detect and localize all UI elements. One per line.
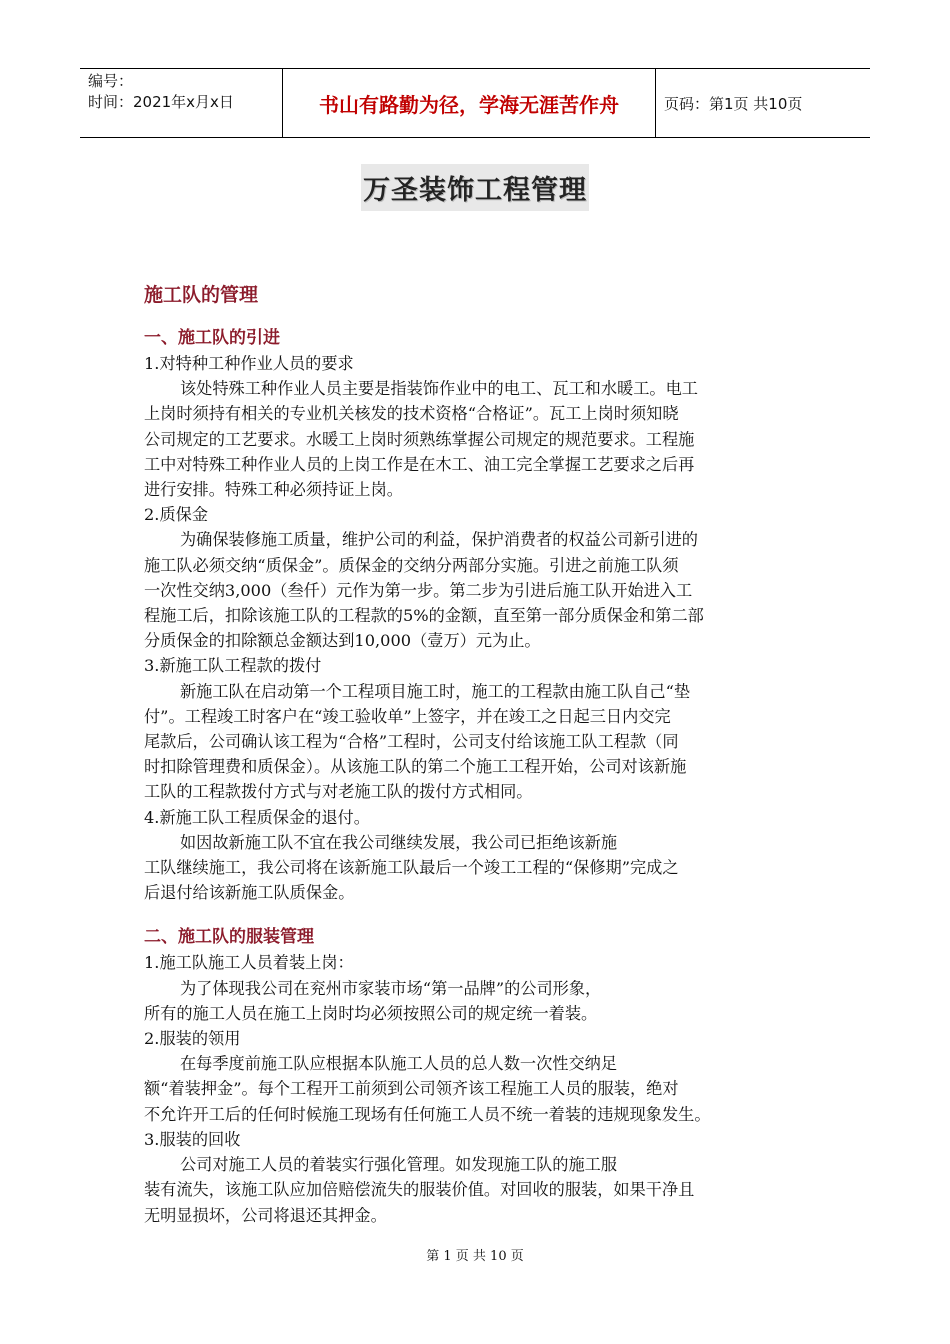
- paragraph-line: 新施工队在启动第一个工程项目施工时，施工的工程款由施工队自己“垫: [180, 681, 691, 701]
- page-footer: 第 1 页 共 10 页: [426, 1249, 524, 1264]
- main-section-heading: 施工队的管理: [144, 284, 259, 306]
- paragraph-line: 工中对特殊工种作业人员的上岗工作是在木工、油工完全掌握工艺要求之后再: [144, 454, 695, 474]
- paragraph-line: 1.施工队施工人员着装上岗：: [144, 953, 354, 973]
- paragraph-line: 公司规定的工艺要求。水暖工上岗时须熟练掌握公司规定的规范要求。工程施: [144, 429, 695, 449]
- section1-heading: 一、施工队的引进: [144, 328, 280, 348]
- paragraph-line: 2.服装的领用: [144, 1029, 241, 1049]
- paragraph-line: 公司对施工人员的着装实行强化管理。如发现施工队的施工服: [180, 1155, 618, 1175]
- doc-number-label: 编号：: [88, 72, 134, 90]
- paragraph-line: 4.新施工队工程质保金的退付。: [144, 807, 370, 827]
- paragraph-line: 程施工后，扣除该施工队的工程款的5%的金额，直至第一部分质保金和第二部: [144, 606, 704, 626]
- paragraph-line: 1.对特种工种作业人员的要求: [144, 354, 354, 373]
- paragraph-line: 不允许开工后的任何时候施工现场有任何施工人员不统一着装的违规现象发生。: [144, 1104, 711, 1124]
- paragraph-line: 尾款后，公司确认该工程为“合格”工程时，公司支付给该施工队工程款（同: [144, 732, 679, 752]
- paragraph-line: 进行安排。特殊工种必须持证上岗。: [144, 480, 403, 500]
- paragraph-line: 如因故新施工队不宜在我公司继续发展，我公司已拒绝该新施: [180, 832, 618, 852]
- paragraph-line: 在每季度前施工队应根据本队施工人员的总人数一次性交纳足: [180, 1054, 618, 1074]
- paragraph-line: 后退付给该新施工队质保金。: [144, 883, 355, 903]
- paragraph-line: 一次性交纳3,000（叁仟）元作为第一步。第二步为引进后施工队开始进入工: [144, 580, 693, 600]
- paragraph-line: 时扣除管理费和质保金）。从该施工队的第二个施工工程开始，公司对该新施: [144, 757, 687, 777]
- header-page-info: 页码：第1页 共10页: [664, 94, 803, 113]
- paragraph-line: 为确保装修施工质量，维护公司的利益，保护消费者的权益公司新引进的: [180, 530, 698, 550]
- paragraph-line: 装有流失，该施工队应加倍赔偿流失的服装价值。对回收的服装，如果干净且: [144, 1180, 695, 1200]
- section1-body: [144, 351, 824, 905]
- header-meta: [80, 69, 282, 137]
- paragraph-line: 2.质保金: [144, 505, 209, 525]
- paragraph-line: 无明显损坏，公司将退还其押金。: [144, 1205, 387, 1225]
- section2-body: [144, 950, 824, 1227]
- paragraph-line: 所有的施工人员在施工上岗时均必须按照公司的规定统一着装。: [144, 1003, 598, 1023]
- paragraph-line: 3.服装的回收: [144, 1129, 241, 1149]
- paragraph-line: 施工队必须交纳“质保金”。质保金的交纳分两部分实施。引进之前施工队须: [144, 555, 679, 575]
- header-motto: 书山有路勤为径，学海无涯苦作舟: [282, 69, 656, 137]
- page-header: [80, 68, 870, 138]
- paragraph-line: 上岗时须持有相关的专业机关核发的技术资格“合格证”。瓦工上岗时须知晓: [144, 404, 679, 424]
- paragraph-line: 付”。工程竣工时客户在“竣工验收单”上签字，并在竣工之日起三日内交完: [144, 706, 671, 726]
- section2-heading: 二、施工队的服装管理: [144, 927, 314, 948]
- document-body: [144, 282, 824, 1228]
- paragraph-line: 额“着装押金”。每个工程开工前须到公司领齐该工程施工人员的服装，绝对: [144, 1079, 679, 1099]
- document-title: 万圣装饰工程管理: [361, 164, 589, 211]
- paragraph-line: 工队继续施工，我公司将在该新施工队最后一个竣工工程的“保修期”完成之: [144, 858, 679, 878]
- document-title-wrap: [0, 164, 950, 211]
- paragraph-line: 3.新施工队工程款的拨付: [144, 656, 322, 676]
- paragraph-line: 工队的工程款拨付方式与对老施工队的拨付方式相同。: [144, 782, 533, 802]
- doc-time-label: 时间：2021年x月x日: [88, 93, 234, 111]
- paragraph-line: 分质保金的扣除额总金额达到10,000（壹万）元为止。: [144, 631, 541, 651]
- paragraph-line: 为了体现我公司在兖州市家装市场“第一品牌”的公司形象，: [180, 978, 602, 998]
- paragraph-line: 该处特殊工种作业人员主要是指装饰作业中的电工、瓦工和水暖工。电工: [180, 379, 698, 399]
